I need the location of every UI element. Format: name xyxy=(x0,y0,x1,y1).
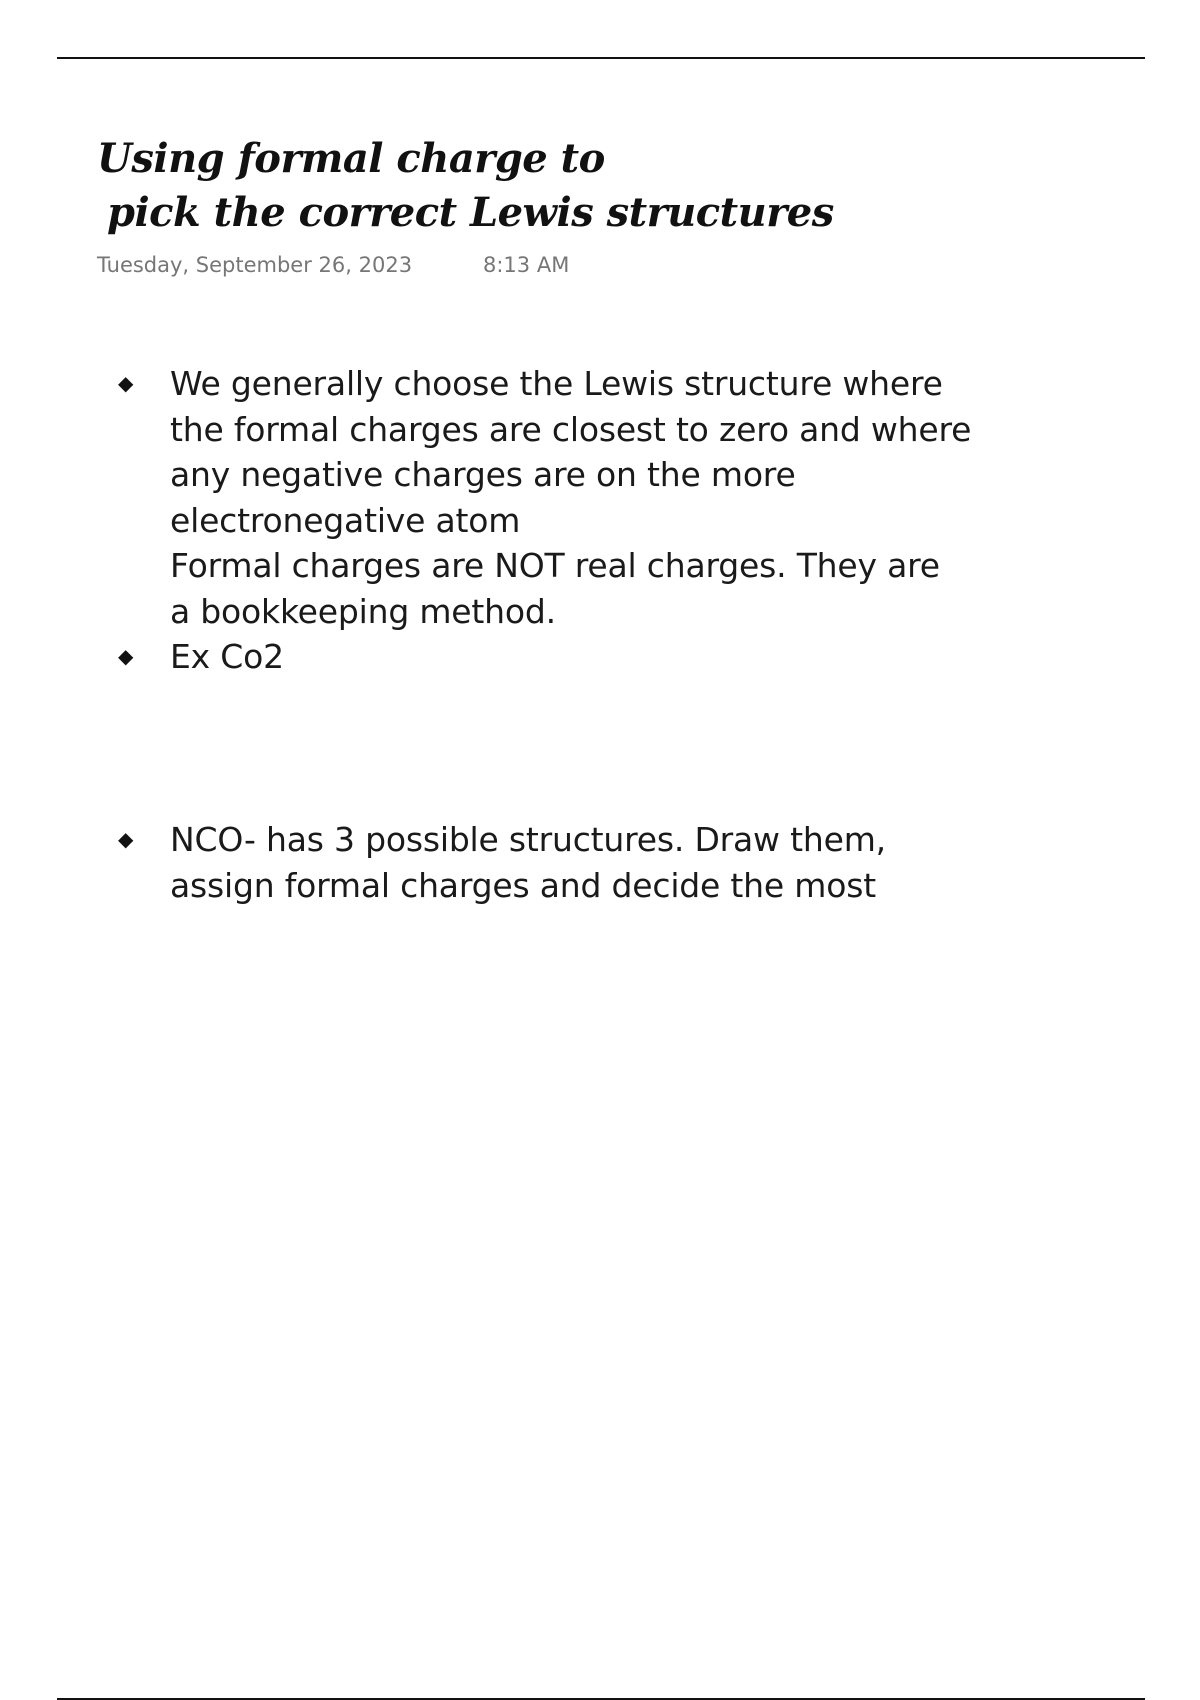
page-title-line-1: Using formal charge to xyxy=(97,135,605,182)
page-title xyxy=(97,132,834,240)
top-divider xyxy=(57,57,1145,59)
note-line: a bookkeeping method. xyxy=(170,591,556,631)
diamond-bullet-icon: ◆ xyxy=(118,827,134,851)
page-time: 8:13 AM xyxy=(483,253,570,277)
note-line: NCO- has 3 possible structures. Draw them, xyxy=(170,820,886,859)
note-line: electronegative atom xyxy=(170,500,521,540)
diamond-bullet-icon: ◆ xyxy=(118,371,134,395)
diamond-bullet-icon: ◆ xyxy=(118,644,134,668)
note-text xyxy=(170,817,1030,908)
note-line: We generally choose the Lewis structure where xyxy=(170,364,943,403)
note-text xyxy=(170,634,1030,680)
page-date: Tuesday, September 26, 2023 xyxy=(97,253,413,277)
note-line: Formal charges are NOT real charges. They are xyxy=(170,546,940,585)
note-line: Ex Co2 xyxy=(170,637,284,676)
note-line: the formal charges are closest to zero and where xyxy=(170,409,972,449)
note-line: assign formal charges and decide the most xyxy=(170,865,876,905)
note-text xyxy=(170,361,1030,634)
page-title-line-2: pick the correct Lewis structures xyxy=(107,189,834,236)
note-line: any negative charges are on the more xyxy=(170,455,796,494)
